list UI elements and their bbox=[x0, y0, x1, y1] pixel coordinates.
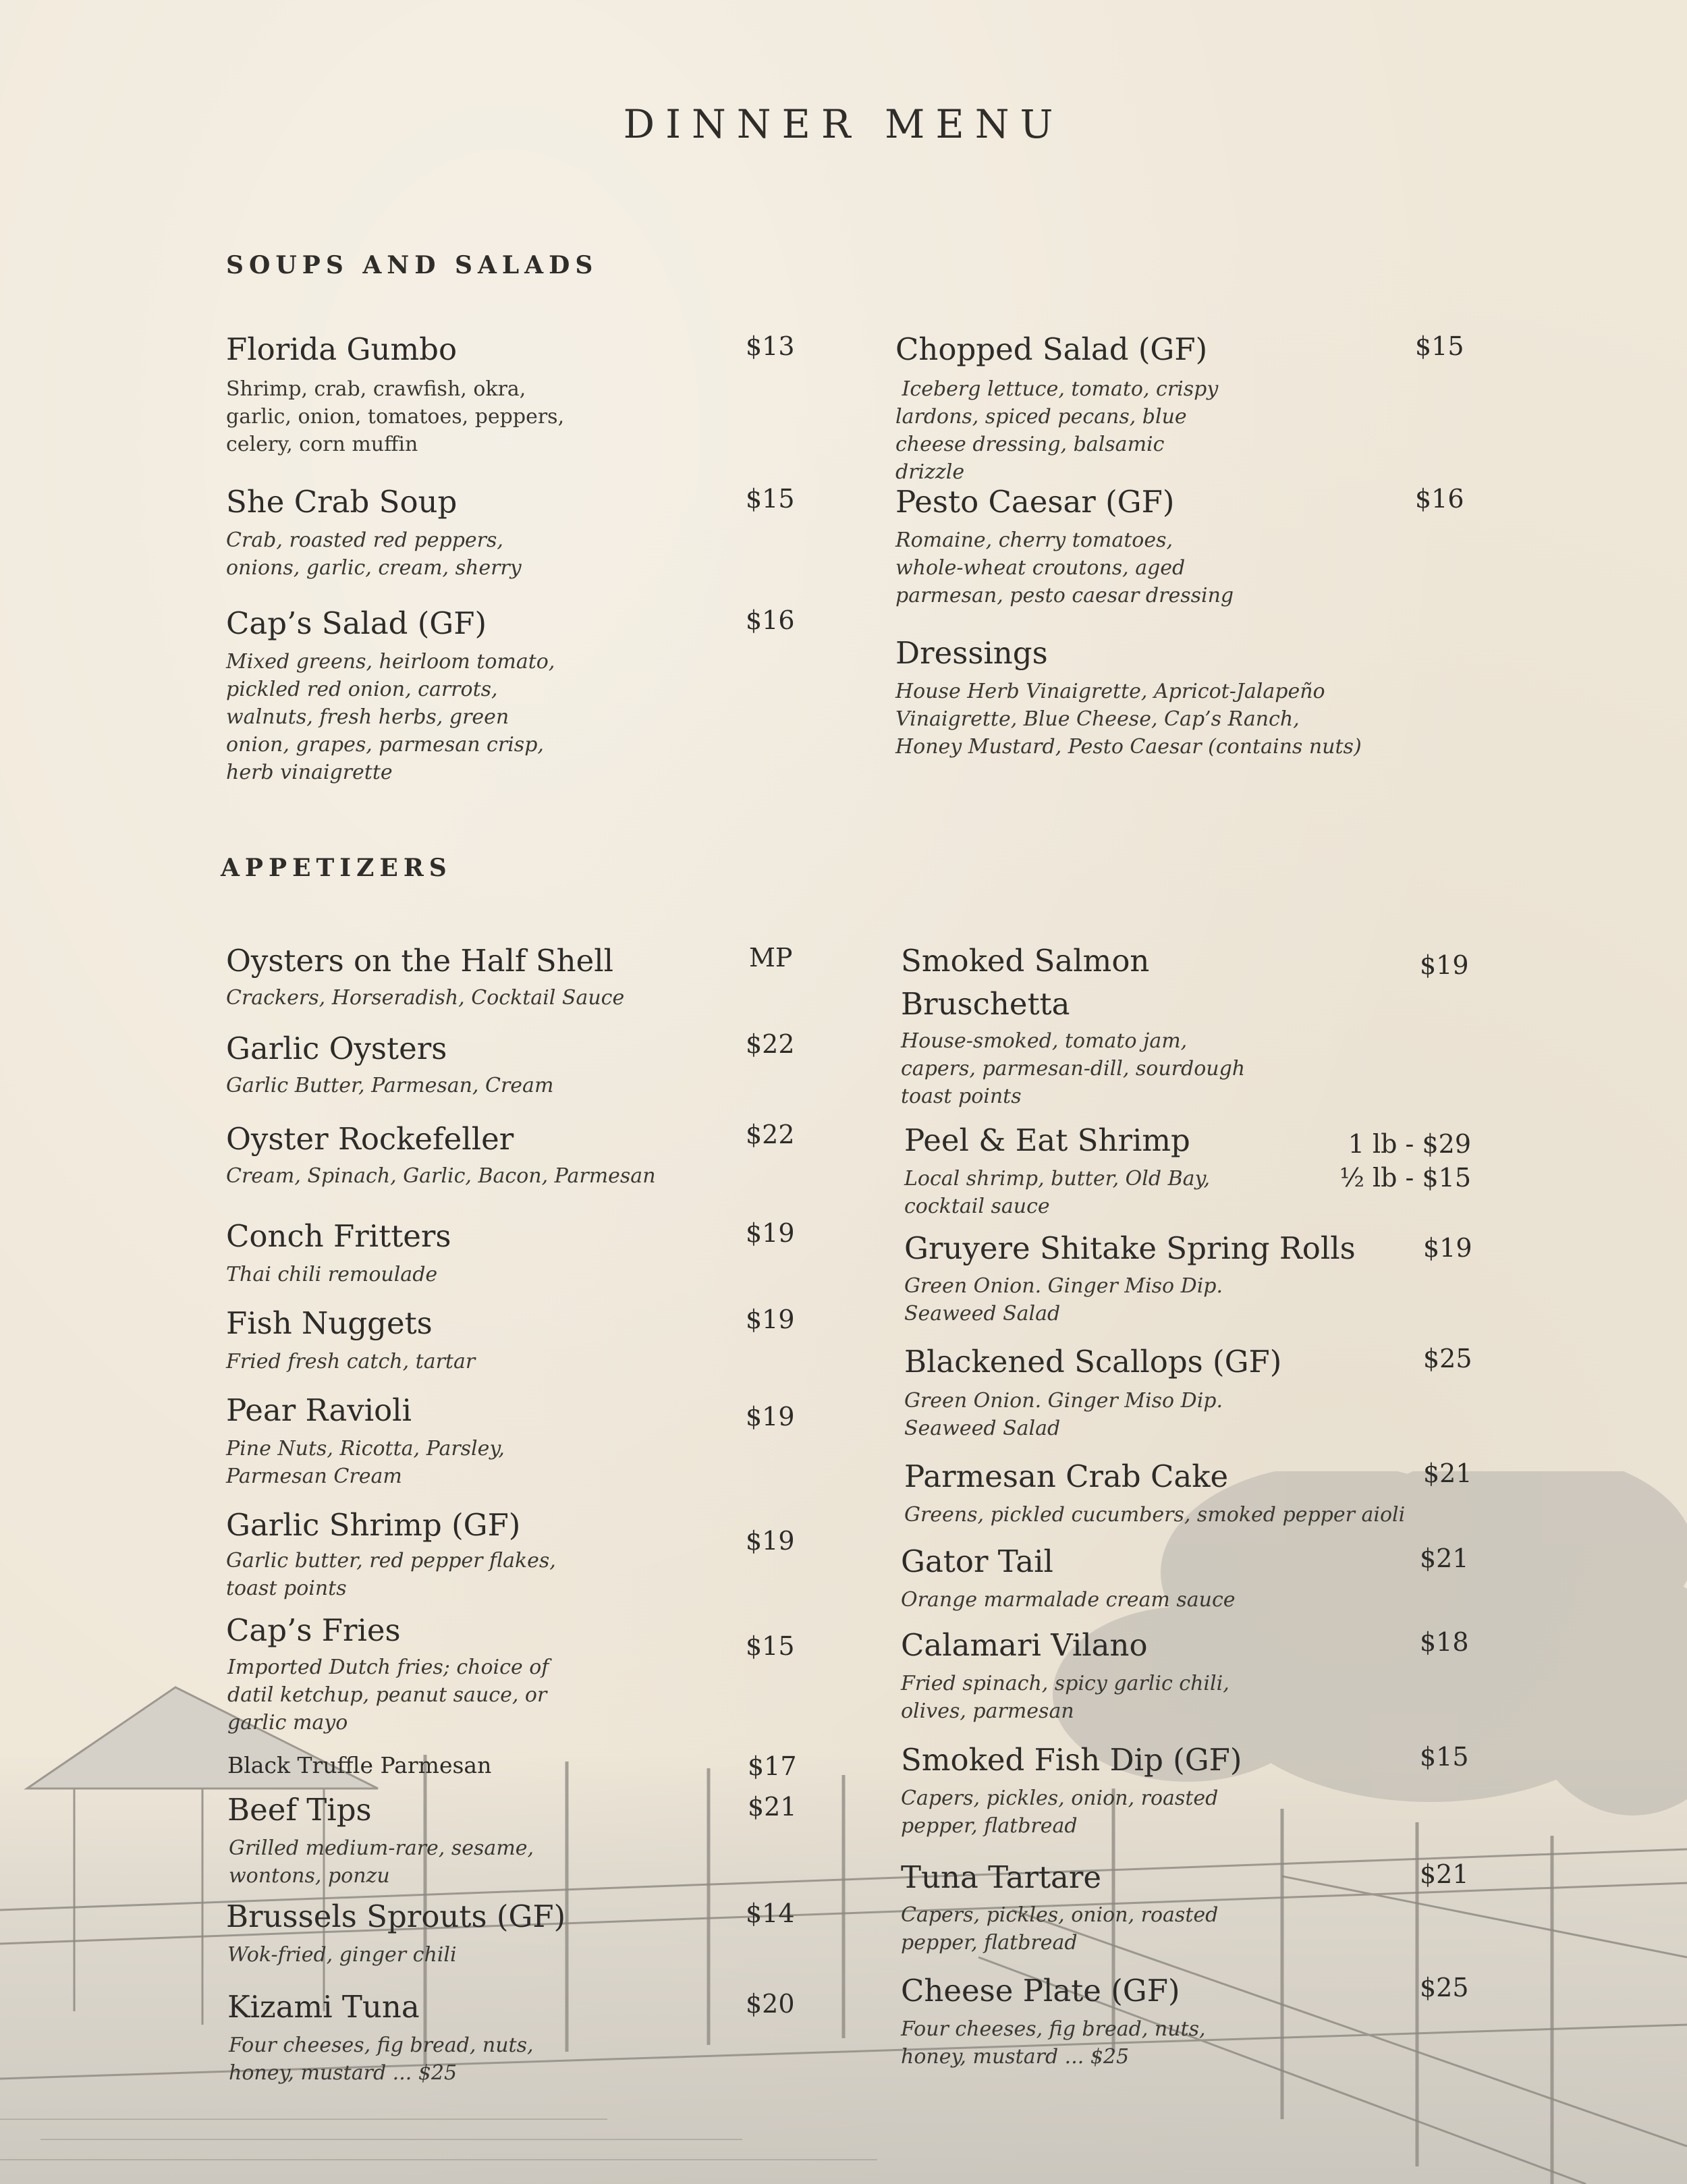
item-price: $15 bbox=[1415, 331, 1464, 361]
item-name: Tuna Tartare bbox=[901, 1859, 1102, 1895]
item-price: $21 bbox=[1420, 1544, 1469, 1573]
item-name: Oysters on the Half Shell bbox=[226, 943, 614, 979]
item-price: $25 bbox=[1420, 1973, 1469, 2002]
item-name: Peel & Eat Shrimp bbox=[904, 1122, 1190, 1158]
item-price: $22 bbox=[746, 1120, 795, 1149]
item-description: Iceberg lettuce, tomato, crispy lardons, spiced pecans, blue cheese dressing, balsamic drizzle bbox=[895, 377, 1225, 484]
item-price: $21 bbox=[748, 1792, 797, 1822]
menu-title: DINNER MENU bbox=[623, 101, 1064, 147]
item-description: Four cheeses, fig bread, nuts, honey, mustard ... $25 bbox=[229, 2033, 534, 2085]
item-name: Pesto Caesar (GF) bbox=[895, 484, 1175, 520]
item-name: Garlic Oysters bbox=[226, 1031, 447, 1066]
item-name: Black Truffle Parmesan bbox=[227, 1752, 492, 1778]
item-name: Pear Ravioli bbox=[226, 1392, 412, 1428]
item-description: House-smoked, tomato jam, capers, parmesan-dill, sourdough toast points bbox=[901, 1029, 1246, 1108]
item-description: Greens, pickled cucumbers, smoked pepper aioli bbox=[904, 1503, 1406, 1527]
item-name: Chopped Salad (GF) bbox=[895, 331, 1208, 367]
item-description: Grilled medium-rare, sesame, wontons, ponzu bbox=[229, 1836, 534, 1888]
item-name: Calamari Vilano bbox=[901, 1627, 1148, 1663]
item-description: Capers, pickles, onion, roasted pepper, flatbread bbox=[901, 1786, 1219, 1838]
item-name: Dressings bbox=[895, 635, 1048, 671]
item-name: Brussels Sprouts (GF) bbox=[226, 1899, 566, 1934]
item-name: Cheese Plate (GF) bbox=[901, 1973, 1180, 2009]
item-name: Florida Gumbo bbox=[226, 331, 458, 367]
item-description: Pine Nuts, Ricotta, Parsley, Parmesan Cream bbox=[226, 1437, 505, 1488]
item-description: Fried spinach, spicy garlic chili, olives, parmesan bbox=[901, 1672, 1229, 1723]
item-price: $15 bbox=[746, 1631, 795, 1661]
item-price: $17 bbox=[748, 1751, 797, 1781]
item-name: Gruyere Shitake Spring Rolls bbox=[904, 1230, 1356, 1266]
item-name: Blackened Scallops (GF) bbox=[904, 1344, 1282, 1380]
item-description: Crab, roasted red peppers, onions, garlic, cream, sherry bbox=[226, 528, 522, 580]
item-name: Cap’s Fries bbox=[226, 1612, 401, 1648]
item-price: $19 bbox=[746, 1526, 795, 1556]
section-heading-appetizers: APPETIZERS bbox=[221, 854, 452, 882]
item-price: $18 bbox=[1420, 1627, 1469, 1657]
item-price: $19 bbox=[1420, 950, 1469, 980]
item-description: Capers, pickles, onion, roasted pepper, flatbread bbox=[901, 1903, 1219, 1955]
item-price: $25 bbox=[1423, 1344, 1472, 1373]
item-price: MP bbox=[749, 943, 793, 973]
item-description: House Herb Vinaigrette, Apricot-Jalapeño Vinaigrette, Blue Cheese, Cap’s Ranch, Honey Mustard, Pesto Caesar (contains nuts) bbox=[895, 680, 1362, 759]
item-description: Four cheeses, fig bread, nuts, honey, mustard ... $25 bbox=[901, 2017, 1206, 2069]
item-description: Romaine, cherry tomatoes, whole-wheat croutons, aged parmesan, pesto caesar dressing bbox=[895, 528, 1234, 607]
item-price: $22 bbox=[746, 1029, 795, 1059]
item-name: Smoked Salmon Bruschetta bbox=[901, 943, 1150, 1022]
item-description: Fried fresh catch, tartar bbox=[226, 1350, 476, 1373]
item-description: Imported Dutch fries; choice of datil ketchup, peanut sauce, or garlic mayo bbox=[227, 1656, 549, 1735]
item-price: $14 bbox=[746, 1899, 795, 1928]
item-price: $21 bbox=[1420, 1859, 1469, 1889]
item-price: $19 bbox=[746, 1402, 795, 1431]
item-description: Mixed greens, heirloom tomato, pickled red onion, carrots, walnuts, fresh herbs, green onion, grapes, parmesan crisp, herb vinaigrette bbox=[226, 650, 555, 784]
item-price: $16 bbox=[1415, 484, 1464, 514]
item-description: Crackers, Horseradish, Cocktail Sauce bbox=[226, 986, 625, 1010]
item-name: Garlic Shrimp (GF) bbox=[226, 1507, 521, 1543]
item-description: Garlic butter, red pepper flakes, toast points bbox=[226, 1549, 556, 1600]
item-name: Oyster Rockefeller bbox=[226, 1121, 514, 1157]
item-name: Smoked Fish Dip (GF) bbox=[901, 1742, 1242, 1778]
item-price: $16 bbox=[746, 605, 795, 635]
item-price: $15 bbox=[1420, 1742, 1469, 1772]
item-price-half: ½ lb - $15 bbox=[1339, 1163, 1471, 1193]
item-price: $19 bbox=[746, 1218, 795, 1248]
item-name: Cap’s Salad (GF) bbox=[226, 605, 487, 641]
item-price: $19 bbox=[746, 1305, 795, 1334]
menu-item bbox=[226, 328, 457, 371]
section-heading-soups-salads: SOUPS AND SALADS bbox=[226, 251, 599, 279]
item-price: $13 bbox=[746, 331, 795, 361]
item-description: Green Onion. Ginger Miso Dip. Seaweed Salad bbox=[904, 1389, 1223, 1440]
item-description: Green Onion. Ginger Miso Dip. Seaweed Salad bbox=[904, 1274, 1223, 1326]
item-price: $19 bbox=[1423, 1233, 1472, 1263]
item-description: Wok-fried, ginger chili bbox=[227, 1943, 457, 1967]
item-price: 1 lb - $29 bbox=[1348, 1129, 1471, 1159]
item-price: $20 bbox=[746, 1989, 795, 2019]
item-name: Kizami Tuna bbox=[227, 1989, 420, 2025]
item-description: Orange marmalade cream sauce bbox=[901, 1588, 1236, 1612]
item-price: $21 bbox=[1423, 1458, 1472, 1488]
item-name: Gator Tail bbox=[901, 1544, 1053, 1579]
item-name: Fish Nuggets bbox=[226, 1305, 433, 1341]
item-name: She Crab Soup bbox=[226, 484, 458, 520]
item-description: Thai chili remoulade bbox=[226, 1263, 438, 1286]
item-name: Conch Fritters bbox=[226, 1218, 451, 1254]
item-name: Parmesan Crab Cake bbox=[904, 1458, 1229, 1494]
item-description: Shrimp, crab, crawfish, okra, garlic, onion, tomatoes, peppers, celery, corn muffin bbox=[226, 377, 565, 456]
item-description: Cream, Spinach, Garlic, Bacon, Parmesan bbox=[226, 1164, 656, 1188]
item-description: Local shrimp, butter, Old Bay, cocktail sauce bbox=[904, 1167, 1211, 1218]
item-price: $15 bbox=[746, 484, 795, 514]
item-description: Garlic Butter, Parmesan, Cream bbox=[226, 1074, 554, 1097]
item-name: Beef Tips bbox=[227, 1792, 372, 1828]
